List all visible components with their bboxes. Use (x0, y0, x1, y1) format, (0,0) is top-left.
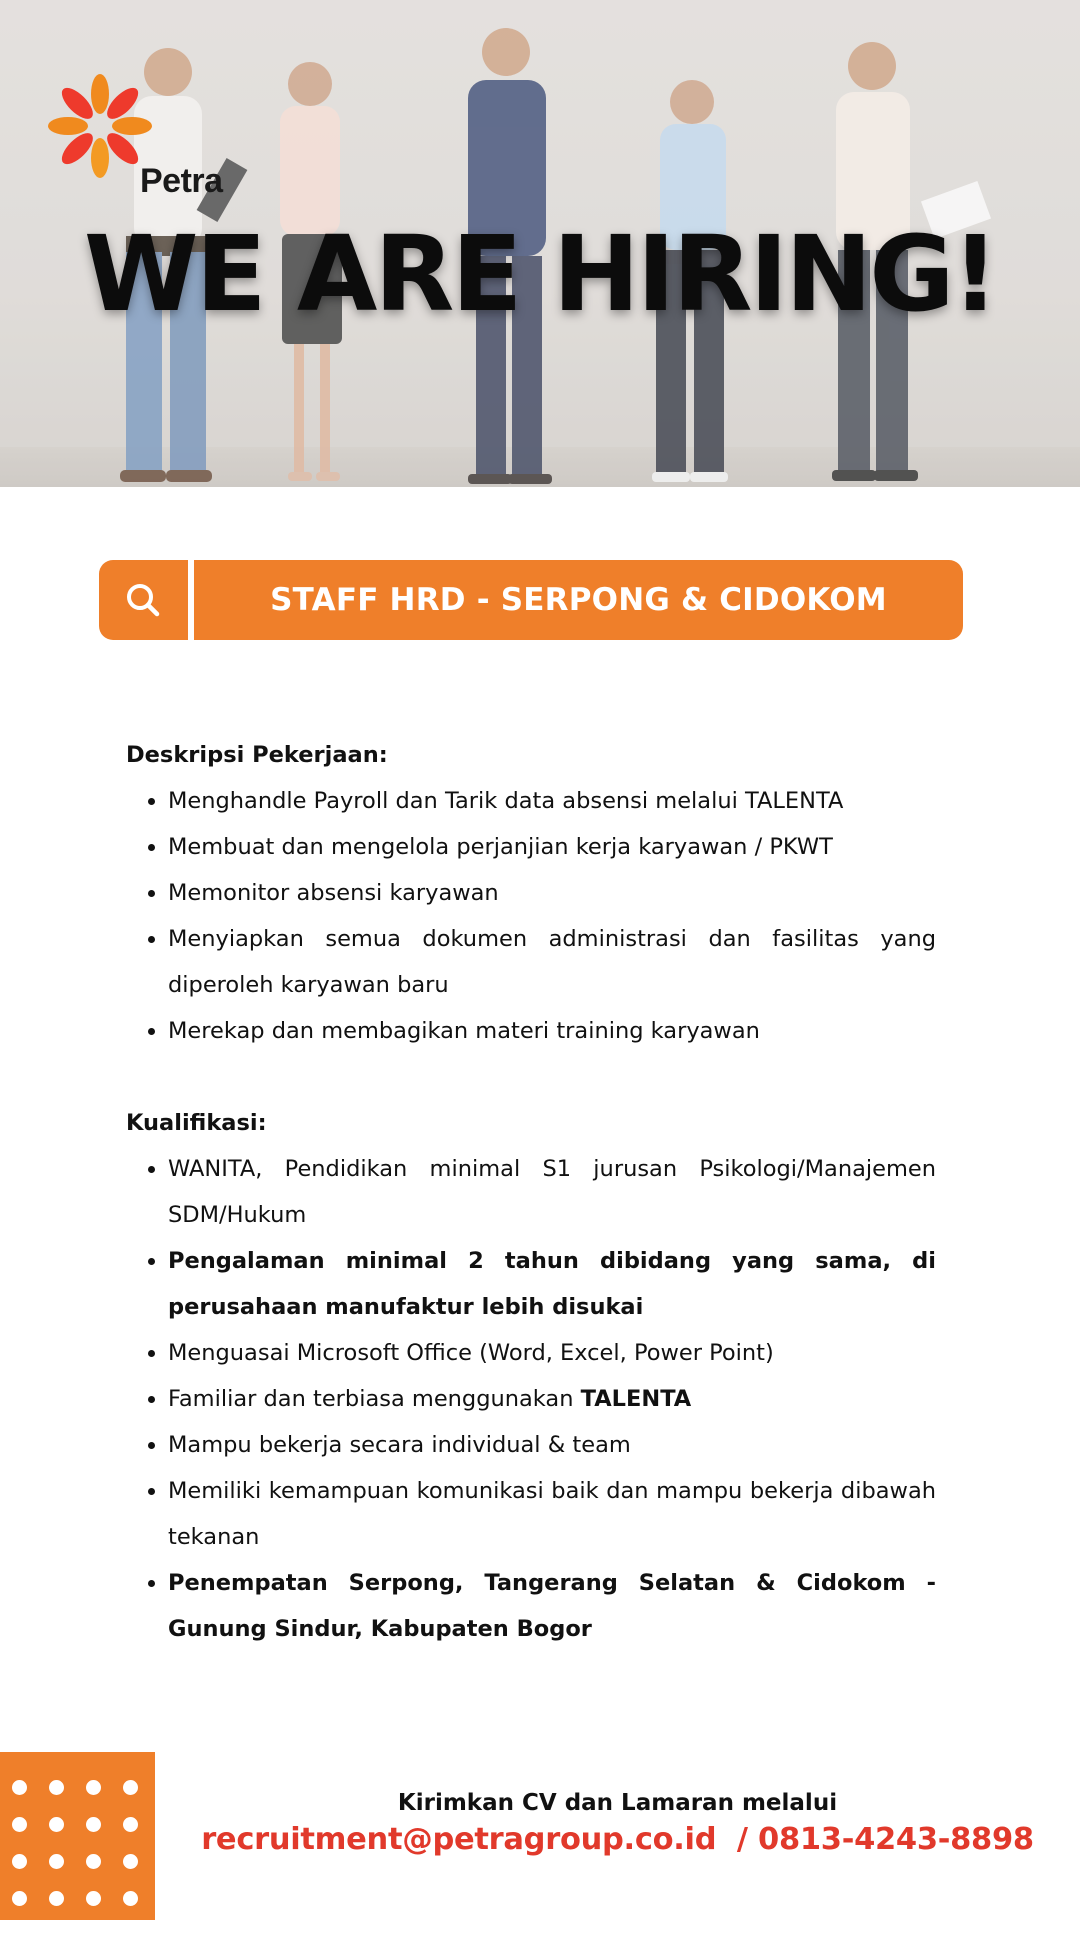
footer-dot (86, 1891, 101, 1906)
footer-dot (12, 1780, 27, 1795)
description-list (126, 778, 936, 1054)
description-heading: Deskripsi Pekerjaan: (126, 742, 388, 768)
logo-text: Petra (140, 162, 223, 200)
list-item: • Menghandle Payroll dan Tarik data absensi melalui TALENTA (168, 778, 936, 824)
footer-dot (86, 1780, 101, 1795)
footer-dot (86, 1928, 101, 1943)
footer-dot (86, 1854, 101, 1869)
footer-dot-pattern (0, 1752, 155, 1920)
list-item: • Menyiapkan semua dokumen administrasi dan fasilitas yang diperoleh karyawan baru (168, 916, 936, 1008)
job-title-bar (99, 560, 963, 640)
list-item: • Merekap dan membagikan materi training karyawan (168, 1008, 936, 1054)
footer-dot (12, 1817, 27, 1832)
list-item (168, 1376, 936, 1422)
search-icon-box (99, 560, 188, 640)
footer-dot (123, 1817, 138, 1832)
list-item: • Penempatan Serpong, Tangerang Selatan & Cidokom - Gunung Sindur, Kabupaten Bogor (168, 1560, 936, 1652)
list-item: • WANITA, Pendidikan minimal S1 jurusan Psikologi/Manajemen SDM/Hukum (168, 1146, 936, 1238)
list-item: • Memiliki kemampuan komunikasi baik dan mampu bekerja dibawah tekanan (168, 1468, 936, 1560)
list-item: • Memonitor absensi karyawan (168, 870, 936, 916)
qualifications-heading: Kualifikasi: (126, 1110, 267, 1136)
footer-dot (49, 1854, 64, 1869)
job-details (126, 732, 936, 1652)
list-item-emphasis: TALENTA (580, 1386, 692, 1412)
apply-instruction: Kirimkan CV dan Lamaran melalui (397, 1790, 838, 1816)
footer-dot (123, 1854, 138, 1869)
list-item: • Pengalaman minimal 2 tahun dibidang yang sama, di perusahaan manufaktur lebih disukai (168, 1238, 936, 1330)
hiring-headline: WE ARE HIRING! (83, 213, 997, 335)
footer-dot (12, 1854, 27, 1869)
footer-dot (123, 1780, 138, 1795)
search-icon (123, 580, 163, 620)
contact-text: recruitment@petragroup.co.id / 0813-4243-8898 (201, 1822, 1034, 1857)
footer-dot (49, 1891, 64, 1906)
contact-info (155, 1822, 1080, 1857)
qualifications-list (126, 1146, 936, 1652)
footer-dot (49, 1817, 64, 1832)
footer-dot (49, 1928, 64, 1943)
job-title: STAFF HRD - SERPONG & CIDOKOM (194, 560, 963, 640)
footer-dot (49, 1780, 64, 1795)
footer-dot (123, 1928, 138, 1943)
footer-dot (86, 1817, 101, 1832)
list-item: • Menguasai Microsoft Office (Word, Excel, Power Point) (168, 1330, 936, 1376)
footer-dot (123, 1891, 138, 1906)
list-item-text: Familiar dan terbiasa menggunakan (168, 1386, 574, 1412)
list-item: • Membuat dan mengelola perjanjian kerja karyawan / PKWT (168, 824, 936, 870)
footer-dot (12, 1928, 27, 1943)
list-item: • Mampu bekerja secara individual & team (168, 1422, 936, 1468)
hero-banner (0, 0, 1080, 487)
footer-dot (12, 1891, 27, 1906)
